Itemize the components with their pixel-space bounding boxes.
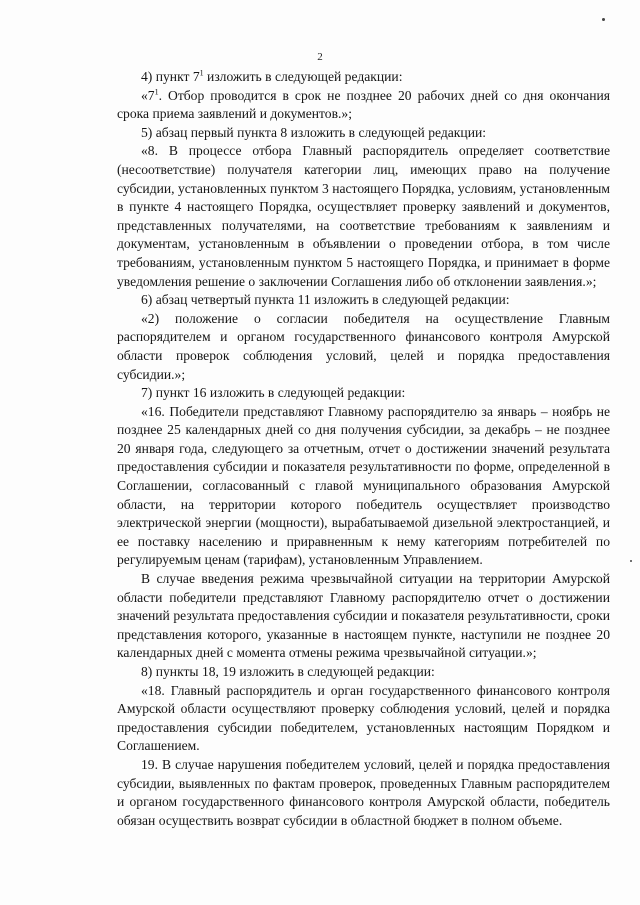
paragraph-text: «7 [141, 87, 155, 103]
superscript: 1 [154, 87, 159, 97]
paragraph-point-19: 19. В случае нарушения победителем условий, целей и порядка предоставления субсидии, выявленных по фактам проверок, проведенных Главным распорядителем и органом государственного финансового контроля Амурской области, победитель обязан осуществить возврат субсидии в областной бюджет в полном объеме. [117, 756, 610, 828]
quoted-point-8: «8. В процессе отбора Главный распорядитель определяет соответствие (несоответствие) получателя категории лиц, имеющих право на получение субсидии, установленных пунктом 3 настоящего Порядка, условиям, установленным в пункте 4 настоящего Порядка, осуществляет проверку заявлений и документов, представленных получателями, на соответствие требованиям к заявлениям и документам, установленным в объявлении о проведении отбора, в том числе требованиям, установленным пунктом 5 настоящего Порядка, и принимает в форме уведомления решение о заключении Соглашения либо об отклонении заявления.»; [117, 143, 610, 289]
quoted-point-16: «16. Победители представляют Главному распорядителю за январь – ноябрь не позднее 25 календарных дней со дня получения субсидии, за декабрь – не позднее 20 января года, следующего за отчетным, отчет о достижении значений результата предоставления субсидии и показателя результативности по форме, определенной в Соглашении, согласованный с главой муниципального образования Амурской области, на территории которого победитель осуществляет производство электрической энергии (мощности), вырабатываемой дизельной электростанцией, и ее поставку населению и приравненным к нему категориям потребителей по регулируемым ценам (тарифам), установленным Управлением. [117, 403, 610, 568]
paragraph-item-5: 5) абзац первый пункта 8 изложить в следующей редакции: [141, 124, 487, 140]
paragraph-text: . Отбор проводится в срок не позднее 20 рабочих дней со дня окончания срока приема заявлений и документов.»; [117, 87, 610, 122]
paragraph-item-4 [117, 68, 610, 87]
paragraph-item-8: 8) пункты 18, 19 изложить в следующей редакции: [141, 664, 435, 679]
quoted-point-7-1 [117, 87, 610, 124]
superscript: 1 [199, 68, 204, 78]
document-body [117, 68, 610, 830]
page-number: 2 [317, 51, 323, 63]
paragraph-item-7: 7) пункт 16 изложить в следующей редакции: [141, 385, 406, 401]
paragraph-text: изложить в следующей редакции: [203, 69, 403, 84]
paragraph-text: 4) пункт 7 [141, 69, 200, 84]
scan-speck [602, 18, 605, 21]
quoted-point-18: «18. Главный распорядитель и орган государственного финансового контроля Амурской области осуществляют проверку соблюдения условий, целей и порядка предоставления субсидии победителем, установленных настоящим Порядком и Соглашением. [117, 682, 610, 754]
scan-speck [630, 560, 632, 562]
quoted-subpoint-2: «2) положение о согласии победителя на осуществление Главным распорядителем и органом государственного финансового контроля Амурской области проверок соблюдения условий, целей и порядка предоставления субсидии.»; [117, 310, 610, 382]
paragraph-emergency: В случае введения режима чрезвычайной ситуации на территории Амурской области победители представляют Главному распорядителю отчет о достижении значений результата предоставления субсидии и показателя результативности, сроки представления которого, указанные в настоящем пункте, наступили не позднее 20 календарных дней с момента отмены режима чрезвычайной ситуации.»; [117, 571, 610, 661]
paragraph-item-6: 6) абзац четвертый пункта 11 изложить в следующей редакции: [141, 292, 510, 308]
